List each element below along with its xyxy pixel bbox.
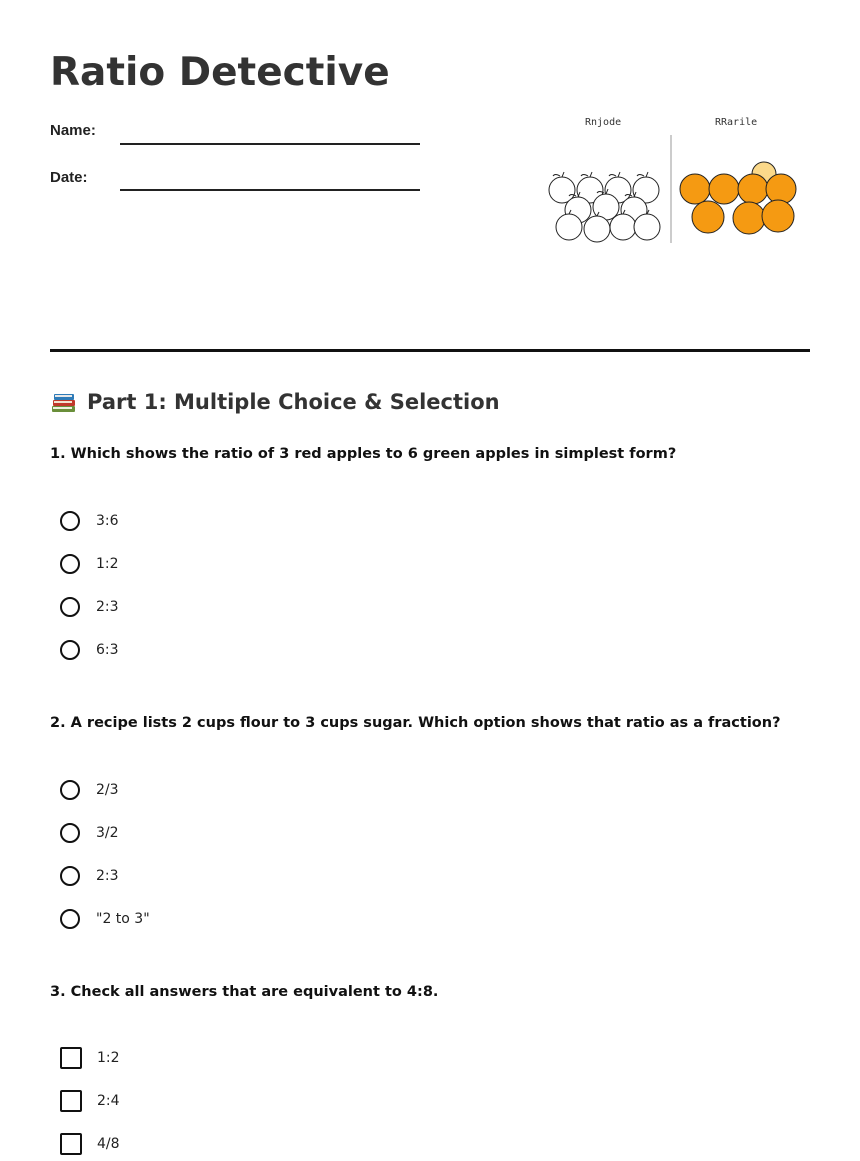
radio-button[interactable]	[60, 554, 80, 574]
question-1: 1. Which shows the ratio of 3 red apples to 6 green apples in simplest form?	[50, 446, 677, 462]
question-3: 3. Check all answers that are equivalent to 4:8.	[50, 984, 439, 1000]
radio-button[interactable]	[60, 909, 80, 929]
question-2: 2. A recipe lists 2 cups flour to 3 cups sugar. Which option shows that ratio as a fraction?	[50, 715, 781, 731]
checkbox[interactable]	[60, 1090, 82, 1112]
name-label: Name:	[50, 122, 96, 139]
option-label: 4/8	[97, 1136, 120, 1152]
orange-icon	[692, 201, 724, 233]
apple-icon	[549, 172, 575, 203]
option-label: 3:6	[96, 513, 119, 529]
radio-button[interactable]	[60, 640, 80, 660]
q1-option-2[interactable]	[60, 554, 119, 574]
q3-option-1[interactable]	[60, 1047, 120, 1069]
section-divider	[50, 349, 810, 352]
orange-icon	[709, 174, 739, 204]
orange-icon	[680, 174, 710, 204]
q3-option-2[interactable]	[60, 1090, 120, 1112]
q2-option-2[interactable]	[60, 823, 119, 843]
option-label: "2 to 3"	[96, 911, 150, 927]
q1-option-4[interactable]	[60, 640, 119, 660]
option-label: 1:2	[97, 1050, 120, 1066]
q2-option-3[interactable]	[60, 866, 119, 886]
apples-oranges-illustration	[540, 110, 810, 250]
right-caption: RRarile	[715, 117, 758, 128]
option-label: 6:3	[96, 642, 119, 658]
option-label: 2:3	[96, 868, 119, 884]
part1-heading-text: Part 1: Multiple Choice & Selection	[87, 390, 500, 414]
radio-button[interactable]	[60, 866, 80, 886]
orange-icon	[766, 174, 796, 204]
name-field[interactable]	[120, 143, 420, 145]
q2-option-1[interactable]	[60, 780, 119, 800]
option-label: 1:2	[96, 556, 119, 572]
q1-option-3[interactable]	[60, 597, 119, 617]
option-label: 2/3	[96, 782, 119, 798]
q2-option-4[interactable]	[60, 909, 150, 929]
books-icon	[50, 388, 78, 416]
worksheet-title: Ratio Detective	[50, 50, 390, 95]
checkbox[interactable]	[60, 1133, 82, 1155]
fruit-drawing	[540, 110, 810, 250]
option-label: 2:3	[96, 599, 119, 615]
option-label: 2:4	[97, 1093, 120, 1109]
q1-option-1[interactable]	[60, 511, 119, 531]
radio-button[interactable]	[60, 823, 80, 843]
date-label: Date:	[50, 169, 88, 186]
orange-icon	[762, 200, 794, 232]
orange-icon	[733, 202, 765, 234]
part1-heading	[50, 388, 500, 416]
left-caption: Rnjode	[585, 117, 622, 128]
radio-button[interactable]	[60, 780, 80, 800]
radio-button[interactable]	[60, 511, 80, 531]
orange-icon	[738, 174, 768, 204]
checkbox[interactable]	[60, 1047, 82, 1069]
q3-option-3[interactable]	[60, 1133, 120, 1155]
radio-button[interactable]	[60, 597, 80, 617]
option-label: 3/2	[96, 825, 119, 841]
date-field[interactable]	[120, 189, 420, 191]
